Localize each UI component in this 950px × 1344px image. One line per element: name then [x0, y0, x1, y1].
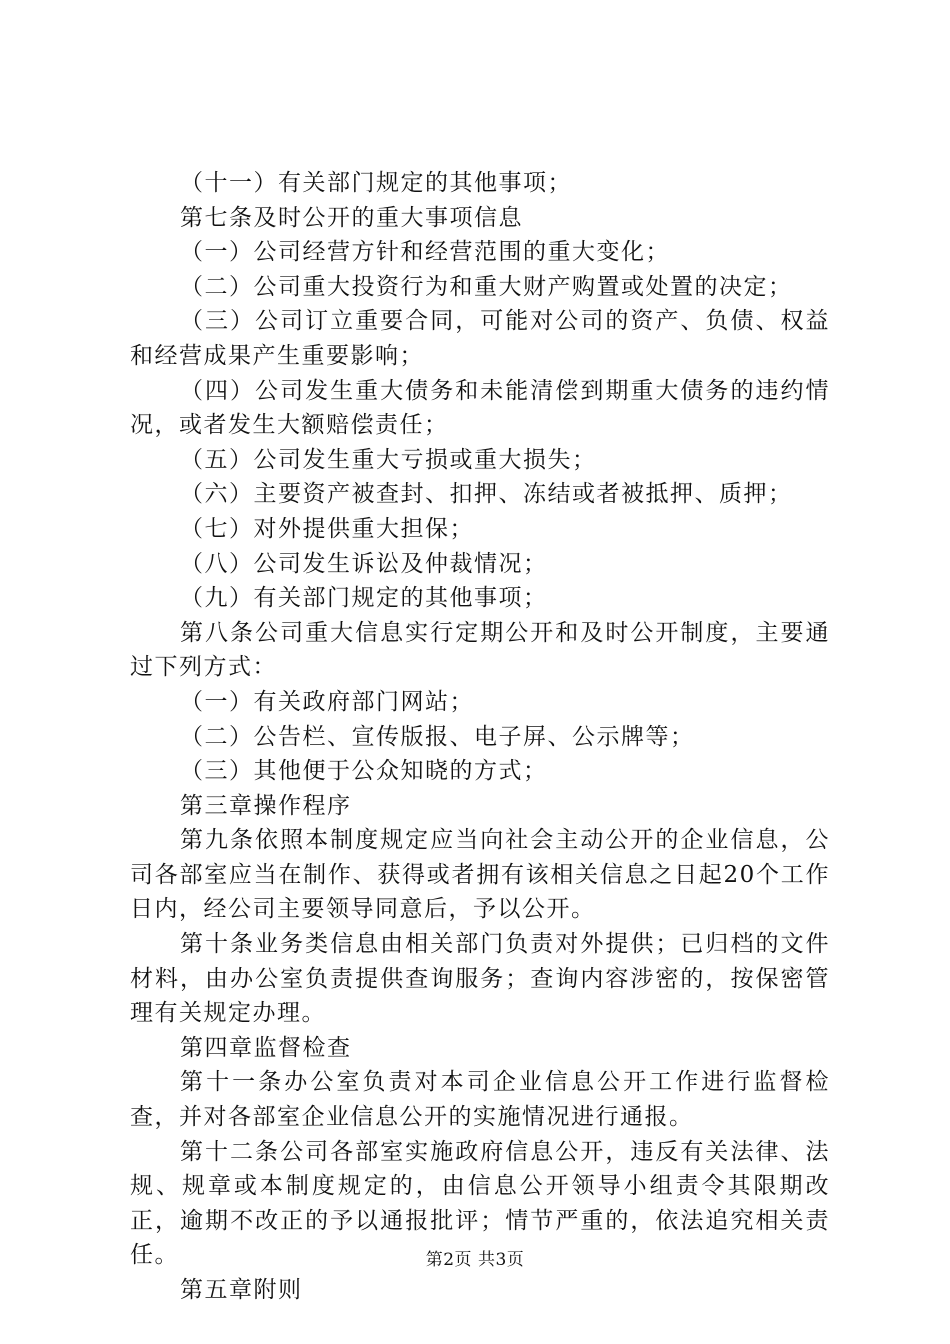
- paragraph-item-7: （七）对外提供重大担保；: [180, 515, 474, 542]
- paragraph-item-11: （十一）有关部门规定的其他事项；: [180, 170, 572, 196]
- paragraph-item-6: （六）主要资产被查封、扣押、冻结或者被抵押、质押；: [180, 481, 793, 508]
- chapter-5-heading: 第五章附则: [180, 1277, 303, 1303]
- paragraph-item-8: （八）公司发生诉讼及仲裁情况；: [180, 550, 548, 577]
- article-11-paragraph: 第十一条办公室负责对本司企业信息公开工作进行监督检查，并对各部室企业信息公开的实施情况进行通报。: [130, 1069, 830, 1131]
- page-number-footer: 第2页 共3页: [425, 1250, 525, 1270]
- paragraph-item-3: （三）公司订立重要合同，可能对公司的资产、负债、权益和经营成果产生重要影响；: [130, 308, 830, 369]
- article-12-paragraph: 第十二条公司各部室实施政府信息公开，违反有关法律、法规、规章或本制度规定的，由信息公开领导小组责令其限期改正，逾期不改正的予以通报批评；情节严重的，依法追究相关责任。: [130, 1138, 830, 1269]
- paragraph-item-4: （四）公司发生重大债务和未能清偿到期重大债务的违约情况，或者发生大额赔偿责任；: [130, 377, 830, 439]
- paragraph-channel-1: （一）有关政府部门网站；: [180, 688, 474, 715]
- article-7-heading: 第七条及时公开的重大事项信息: [180, 204, 523, 231]
- document-body: [130, 166, 830, 1308]
- chapter-3-heading: 第三章操作程序: [180, 792, 352, 819]
- chapter-4-heading: 第四章监督检查: [180, 1034, 352, 1061]
- paragraph-item-1: （一）公司经营方针和经营范围的重大变化；: [180, 239, 670, 266]
- paragraph-item-9: （九）有关部门规定的其他事项；: [180, 585, 548, 612]
- paragraph-channel-3: （三）其他便于公众知晓的方式；: [180, 758, 548, 785]
- paragraph-item-5: （五）公司发生重大亏损或重大损失；: [180, 446, 597, 473]
- article-9-paragraph: 第九条依照本制度规定应当向社会主动公开的企业信息，公司各部室应当在制作、获得或者拥有该相关信息之日起20个工作日内，经公司主要领导同意后，予以公开。: [130, 827, 830, 923]
- paragraph-channel-2: （二）公告栏、宣传版报、电子屏、公示牌等；: [180, 723, 695, 750]
- article-10-paragraph: 第十条业务类信息由相关部门负责对外提供；已归档的文件材料，由办公室负责提供查询服务；查询内容涉密的，按保密管理有关规定办理。: [130, 931, 830, 1027]
- article-8-paragraph: 第八条公司重大信息实行定期公开和及时公开制度，主要通过下列方式：: [130, 619, 830, 681]
- paragraph-item-2: （二）公司重大投资行为和重大财产购置或处置的决定；: [180, 273, 793, 300]
